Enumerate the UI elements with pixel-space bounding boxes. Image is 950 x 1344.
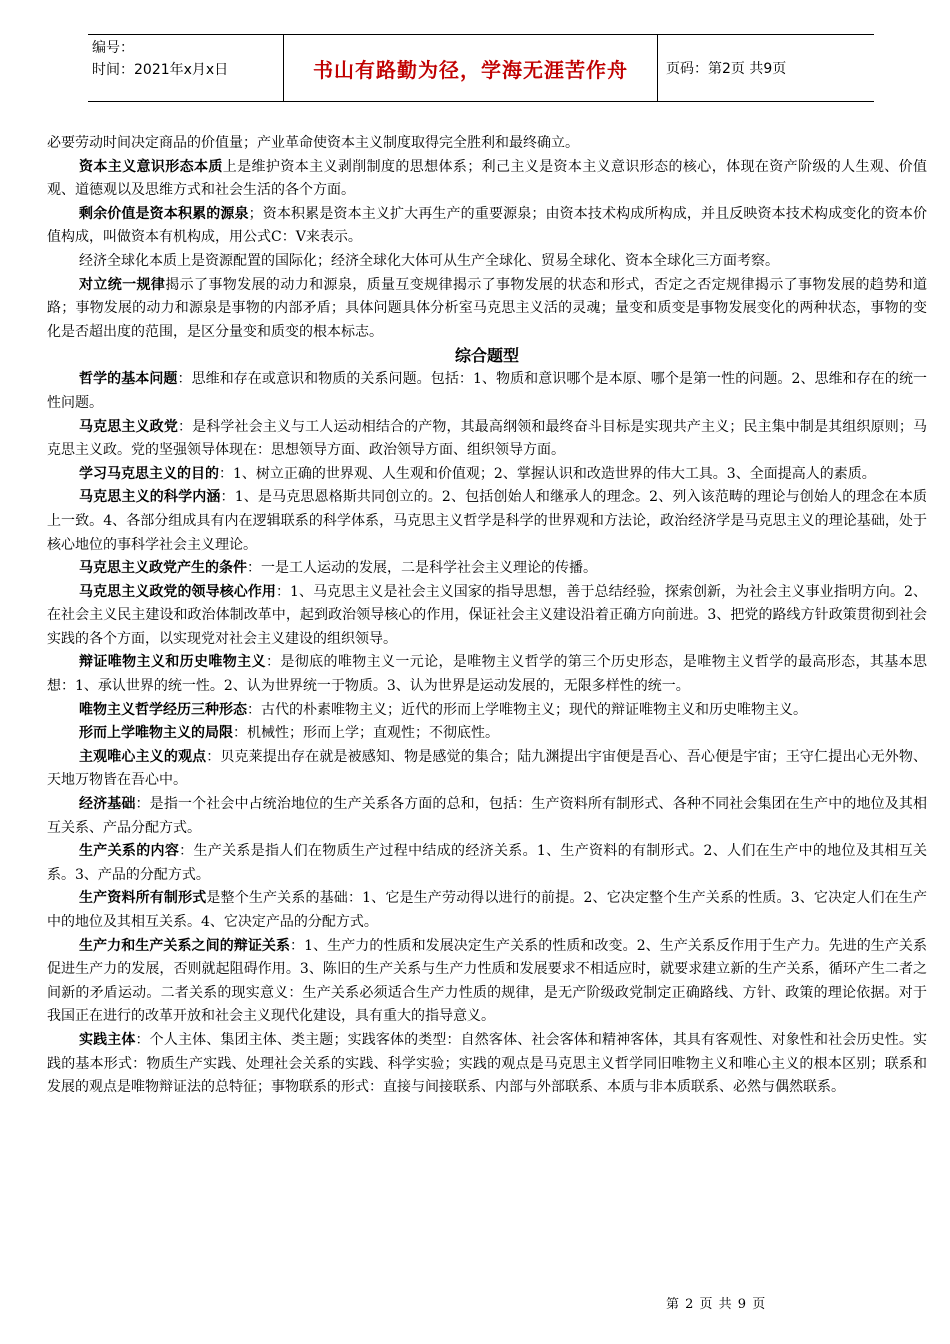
paragraph-text: ：1、生产力的性质和发展决定生产关系的性质和改变。2、生产关系反作用于生产力。先进的生产关系促进生产力的发展，否则就起阻碍作用。3、陈旧的生产关系与生产力性质和发展要求不相适应时，就要求建立新的生产关系，循环产生二者之间新的矛盾运动。二者关系的现实意义：生产关系必须适合生产力性质的规律，是无产阶级政党制定正确路线、方针、政策的理论依据。对于我国正在进行的改革开放和社会主义现代化建设，具有重大的指导意义。: [47, 937, 927, 1025]
paragraph-text: ；资本积累是资本主义扩大再生产的重要源泉；由资本技术构成所构成，并且反映资本技术构成变化的资本价值构成，叫做资本有机构成，用公式C：V来表示。: [47, 205, 928, 246]
paragraph-term: 实践主体: [79, 1031, 136, 1048]
paragraph: [47, 557, 927, 581]
paragraph: [47, 486, 927, 557]
paragraph-term: 资本主义意识形态本质: [79, 158, 223, 175]
paragraph: [47, 416, 927, 463]
paragraph-term: 生产关系的内容: [79, 843, 180, 860]
paragraph-text: ：思维和存在或意识和物质的关系问题。包括：1、物质和意识哪个是本原、哪个是第一性的问题。2、思维和存在的统一性问题。: [47, 371, 928, 411]
paragraph-term: 形而上学唯物主义的局限: [79, 725, 233, 742]
paragraph-text: 经济全球化本质上是资源配置的国际化；经济全球化大体可从生产全球化、贸易全球化、资本全球化三方面考察。: [79, 252, 779, 269]
paragraph: [47, 699, 927, 723]
paragraph-text: ：1、是马克思恩格斯共同创立的。2、包括创始人和继承人的理念。2、列入该范畴的理论与创始人的理念在本质上一致。4、各部分组成具有内在逻辑联系的科学体系，马克思主义哲学是科学的世界观和方法论，政治经济学是马克思主义的理论基础，处于核心地位的事科学社会主义理论。: [47, 489, 928, 553]
paragraph-term: 辩证唯物主义和历史唯物主义: [79, 654, 266, 671]
paragraph-term: 生产力和生产关系之间的辩证关系: [79, 937, 291, 954]
paragraph: [47, 746, 927, 793]
paragraph: [47, 935, 927, 1029]
paragraph-text: ：生产关系是指人们在物质生产过程中结成的经济关系。1、生产资料的有制形式。2、人们在生产中的地位及其相互关系。3、产品的分配方式。: [47, 843, 928, 883]
paragraph-term: 马克思主义的科学内涵: [79, 489, 221, 506]
paragraph-text: ：机械性；形而上学；直观性；不彻底性。: [233, 725, 499, 742]
paragraph: [47, 722, 927, 746]
document-body: [47, 132, 927, 1100]
paragraph: [47, 887, 927, 934]
paragraph-text: 必要劳动时间决定商品的价值量；产业革命使资本主义制度取得完全胜利和最终确立。: [47, 135, 579, 151]
header-motto: 书山有路勤为径，学海无涯苦作舟: [284, 35, 658, 101]
paragraph-term: 马克思主义政党产生的条件: [79, 560, 247, 577]
paragraph: [47, 250, 927, 274]
paragraph-text: ：是指一个社会中占统治地位的生产关系各方面的总和，包括：生产资料所有制形式、各种不同社会集团在生产中的地位及其相互关系、产品分配方式。: [47, 796, 928, 836]
paragraph: [47, 651, 927, 698]
section-title: 综合题型: [454, 346, 519, 366]
paragraph-text: ：贝克莱提出存在就是被感知、物是感觉的集合；陆九渊提出宇宙便是吾心、吾心便是宇宙；王守仁提出心无外物、天地万物皆在吾心中。: [47, 748, 928, 789]
paragraph-term: 经济基础: [79, 796, 136, 813]
paragraph-term: 对立统一规律: [79, 276, 166, 293]
paragraph-text: ：一是工人运动的发展，二是科学社会主义理论的传播。: [247, 560, 597, 577]
paragraph-term: 学习马克思主义的目的: [79, 465, 219, 482]
header-meta: [88, 35, 284, 101]
paragraph: [47, 274, 927, 345]
paragraph: [47, 793, 927, 840]
paragraph: [47, 463, 927, 487]
paragraph: [47, 1029, 927, 1100]
paragraph-term: 生产资料所有制形式: [79, 890, 207, 907]
paragraph-term: 哲学的基本问题: [79, 371, 178, 388]
page-header: [88, 34, 874, 102]
paragraph: [47, 581, 927, 652]
paragraph-text: ：个人主体、集团主体、类主题；实践客体的类型：自然客体、社会客体和精神客体，其具有客观性、对象性和社会历史性。实践的基本形式：物质生产实践、处理社会关系的实践、科学实验；实践的观点是马克思主义哲学同旧唯物主义和唯心主义的根本区别；联系和发展的观点是唯物辩证法的总特征；事物联系的形式：直接与间接联系、内部与外部联系、本质与非本质联系、必然与偶然联系。: [47, 1031, 928, 1096]
paragraph-text: 揭示了事物发展的动力和源泉，质量互变规律揭示了事物发展的状态和形式，否定之否定规律揭示了事物发展的趋势和道路；事物发展的动力和源泉是事物的内部矛盾；具体问题具体分析室马克思主义活的灵魂；量变和质变是事物发展变化的两种状态，事物的变化是否超出度的范围，是区分量变和质变的根本标志。: [47, 276, 928, 340]
paragraph-term: 马克思主义政党: [79, 418, 178, 435]
paragraph-text: ：是彻底的唯物主义一元论，是唯物主义哲学的第三个历史形态，是唯物主义哲学的最高形态，其基本思想：1、承认世界的统一性。2、认为世界统一于物质。3、认为世界是运动发展的，无限多样性的统一。: [47, 654, 928, 695]
paragraph-text: ：是科学社会主义与工人运动相结合的产物，其最高纲领和最终奋斗目标是实现共产主义；民主集中制是其组织原则；马克思主义政。党的坚强领导体现在：思想领导方面、政治领导方面、组织领导方面。: [47, 418, 928, 459]
paragraph: [47, 368, 927, 415]
paragraph-text: ：1、马克思主义是社会主义国家的指导思想，善于总结经验，探索创新，为社会主义事业指明方向。2、在社会主义民主建设和政治体制改革中，起到政治领导核心的作用，保证社会主义建设沿着正确方向前进。3、把党的路线方针政策贯彻到社会实践的各个方面，以实现党对社会主义建设的组织领导。: [47, 583, 928, 647]
paragraph-text: 是整个生产关系的基础：1、它是生产劳动得以进行的前提。2、它决定整个生产关系的性质。3、它决定人们在生产中的地位及其相互关系。4、它决定产品的分配方式。: [47, 890, 928, 930]
paragraph: [47, 156, 927, 203]
paragraph-term: 唯物主义哲学经历三种形态: [79, 701, 247, 718]
header-page-number: 页码：第2页 共9页: [666, 61, 787, 77]
document-time-label: 时间：2021年x月x日: [92, 62, 229, 78]
page-footer: 第 2 页 共 9 页: [666, 1297, 767, 1312]
paragraph-term: 马克思主义政党的领导核心作用: [79, 583, 276, 600]
document-number-label: 编号：: [92, 40, 134, 56]
paragraph-text: 上是维护资本主义剥削制度的思想体系；利己主义是资本主义意识形态的核心，体现在资产阶级的人生观、价值观、道德观以及思维方式和社会生活的各个方面。: [47, 158, 928, 199]
paragraph-term: 主观唯心主义的观点: [79, 748, 207, 765]
paragraph-text: ：古代的朴素唯物主义；近代的形而上学唯物主义；现代的辩证唯物主义和历史唯物主义。: [247, 701, 807, 718]
paragraph-text: ：1、树立正确的世界观、人生观和价值观；2、掌握认识和改造世界的伟大工具。3、全面提高人的素质。: [219, 465, 876, 482]
paragraph: [47, 840, 927, 887]
paragraph: [47, 203, 927, 250]
paragraph-term: 剩余价值是资本积累的源泉: [79, 205, 249, 222]
paragraph: [47, 132, 927, 156]
